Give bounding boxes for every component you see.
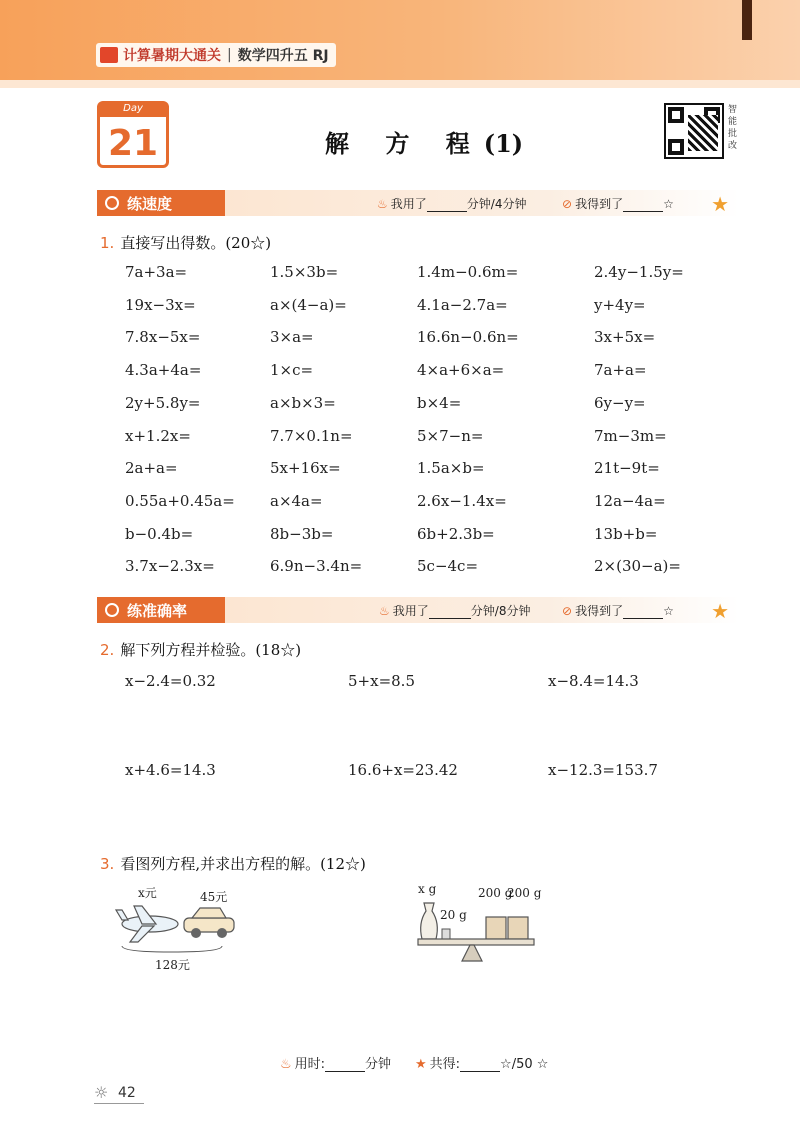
expression: 7a+3a= xyxy=(125,263,188,281)
equation: 5+x=8.5 xyxy=(348,672,415,690)
time-used-2 xyxy=(379,602,530,619)
time-used-label-2: 我用了 xyxy=(392,604,429,618)
series-title xyxy=(96,43,336,67)
page-title-suffix: (1) xyxy=(483,129,524,158)
stars-got-blank-2[interactable] xyxy=(623,607,663,619)
expression: 1.4m−0.6m= xyxy=(417,263,519,281)
star-icon: ★ xyxy=(711,192,729,216)
expression: 16.6n−0.6n= xyxy=(417,328,519,346)
expression: 4.1a−2.7a= xyxy=(417,296,508,314)
stars-got-label: 我得到了 xyxy=(575,197,624,211)
expression: 1.5×3b= xyxy=(270,263,339,281)
question-3-title xyxy=(100,853,366,874)
vase-label: x g xyxy=(418,882,437,896)
small-weight-icon xyxy=(442,929,450,939)
expression: 6b+2.3b= xyxy=(417,525,495,543)
weight-b-label: 200 g xyxy=(507,886,542,900)
expression: 2a+a= xyxy=(125,459,178,477)
expression: b×4= xyxy=(417,394,462,412)
question-1-title xyxy=(100,232,271,253)
expression: 5x+16x= xyxy=(270,459,341,477)
qr-corner xyxy=(668,107,684,123)
footer-score-blank[interactable] xyxy=(460,1060,500,1072)
stars-got-label-2: 我得到了 xyxy=(575,604,624,618)
day-tab: Day xyxy=(97,101,169,117)
section-speed-text: 练速度 xyxy=(127,194,173,213)
flame-icon: ♨ xyxy=(379,604,390,618)
expression: 7a+a= xyxy=(594,361,647,379)
expression: 3x+5x= xyxy=(594,328,656,346)
expression: 4.3a+4a= xyxy=(125,361,202,379)
page-number: 42 xyxy=(118,1085,136,1101)
time-used-blank[interactable] xyxy=(427,200,467,212)
plane-icon xyxy=(116,906,178,942)
expression: a×b×3= xyxy=(270,394,336,412)
weight-a-icon xyxy=(486,917,506,939)
expression: 1.5a×b= xyxy=(417,459,485,477)
expression: 0.55a+0.45a= xyxy=(125,492,235,510)
check-circle-icon: ⊘ xyxy=(562,604,573,618)
banner-strip xyxy=(0,80,800,88)
qr-pattern xyxy=(688,115,718,151)
section-accuracy-header xyxy=(97,597,739,623)
weight-a-label: 200 g xyxy=(478,886,513,900)
page-line xyxy=(94,1103,144,1104)
sun-icon: ☼ xyxy=(94,1083,109,1102)
section-accuracy-text: 练准确率 xyxy=(127,601,188,620)
expression: a×(4−a)= xyxy=(270,296,347,314)
question-1-number: 1. xyxy=(100,234,115,252)
expression: 2y+5.8y= xyxy=(125,394,201,412)
equation: x−8.4=14.3 xyxy=(548,672,639,690)
expression: 19x−3x= xyxy=(125,296,196,314)
star-icon: ★ xyxy=(711,599,729,623)
expression: a×4a= xyxy=(270,492,323,510)
expression: 2.4y−1.5y= xyxy=(594,263,684,281)
equation: x+4.6=14.3 xyxy=(125,761,216,779)
expression: 3×a= xyxy=(270,328,314,346)
page-title-text: 解 方 程 xyxy=(325,129,484,158)
question-2-number: 2. xyxy=(100,641,115,659)
equation: x−12.3=153.7 xyxy=(548,761,658,779)
stars-got xyxy=(562,195,674,212)
time-used-unit-2: 分钟/8分钟 xyxy=(470,604,531,618)
question-2-title xyxy=(100,639,301,660)
footer-time-unit: 分钟 xyxy=(365,1057,392,1072)
qr-code[interactable] xyxy=(664,103,724,159)
expression: 5c−4c= xyxy=(417,557,479,575)
equation: x−2.4=0.32 xyxy=(125,672,216,690)
total-price-label: 128元 xyxy=(155,958,190,972)
day-badge xyxy=(97,103,169,168)
expression: 4×a+6×a= xyxy=(417,361,505,379)
footer-score-unit: ☆/50 ☆ xyxy=(500,1057,549,1072)
balance-scale-figure xyxy=(410,895,540,970)
expression: 6y−y= xyxy=(594,394,646,412)
stars-got-2 xyxy=(562,602,674,619)
series-name: 计算暑期大通关 xyxy=(123,48,221,64)
section-speed-label xyxy=(97,190,225,216)
question-3-text: 看图列方程,并求出方程的解。(12☆) xyxy=(120,855,366,873)
day-number: 21 xyxy=(107,123,159,164)
expression: y+4y= xyxy=(594,296,646,314)
footer-score xyxy=(415,1053,548,1072)
weight-b-icon xyxy=(508,917,528,939)
expression: 8b−3b= xyxy=(270,525,334,543)
expression: 7m−3m= xyxy=(594,427,667,445)
total-brace xyxy=(122,946,222,952)
car-price-label: 45元 xyxy=(200,890,228,904)
time-used-label: 我用了 xyxy=(390,197,427,211)
stars-got-unit: ☆ xyxy=(663,197,674,211)
expression: b−0.4b= xyxy=(125,525,194,543)
car-icon xyxy=(184,908,234,938)
question-3-number: 3. xyxy=(100,855,115,873)
expression: 12a−4a= xyxy=(594,492,666,510)
time-used xyxy=(377,195,526,212)
page-title xyxy=(325,124,523,159)
section-speed-header xyxy=(97,190,739,216)
small-weight-label: 20 g xyxy=(440,908,467,922)
footer-time xyxy=(280,1053,391,1072)
vase-icon xyxy=(421,903,438,939)
expression: 3.7x−2.3x= xyxy=(125,557,215,575)
bookmark-ribbon xyxy=(742,0,752,40)
scale-base xyxy=(462,945,482,961)
expression: x+1.2x= xyxy=(125,427,191,445)
plane-price-label: x元 xyxy=(138,886,157,900)
stars-got-blank[interactable] xyxy=(623,200,663,212)
flame-icon: ♨ xyxy=(377,197,388,211)
footer-time-label: 用时: xyxy=(294,1057,326,1072)
qr-corner xyxy=(668,139,684,155)
question-2-text: 解下列方程并检验。(18☆) xyxy=(120,641,302,659)
expression: 21t−9t= xyxy=(594,459,660,477)
star-icon: ★ xyxy=(415,1057,427,1072)
check-circle-icon: ⊘ xyxy=(562,197,573,211)
expression: 6.9n−3.4n= xyxy=(270,557,363,575)
section-accuracy-label xyxy=(97,597,225,623)
stars-got-unit-2: ☆ xyxy=(663,604,674,618)
expression: 1×c= xyxy=(270,361,314,379)
time-used-unit: 分钟/4分钟 xyxy=(466,197,527,211)
time-used-blank-2[interactable] xyxy=(429,607,471,619)
book-icon xyxy=(100,47,118,63)
series-grade: 数学四升五 RJ xyxy=(237,48,329,64)
qr-note: 智能批改 xyxy=(728,105,738,151)
footer-time-blank[interactable] xyxy=(325,1060,365,1072)
expression: 13b+b= xyxy=(594,525,658,543)
stopwatch-icon xyxy=(105,196,119,210)
expression: 5×7−n= xyxy=(417,427,484,445)
expression: 2×(30−a)= xyxy=(594,557,681,575)
target-icon xyxy=(105,603,119,617)
expression: 7.7×0.1n= xyxy=(270,427,353,445)
expression: 2.6x−1.4x= xyxy=(417,492,507,510)
flame-icon: ♨ xyxy=(280,1057,292,1072)
equation: 16.6+x=23.42 xyxy=(348,761,458,779)
scale-beam xyxy=(418,939,534,945)
expression: 7.8x−5x= xyxy=(125,328,201,346)
question-1-text: 直接写出得数。(20☆) xyxy=(120,234,272,252)
series-separator: | xyxy=(227,47,232,63)
footer-score-label: 共得: xyxy=(429,1057,461,1072)
